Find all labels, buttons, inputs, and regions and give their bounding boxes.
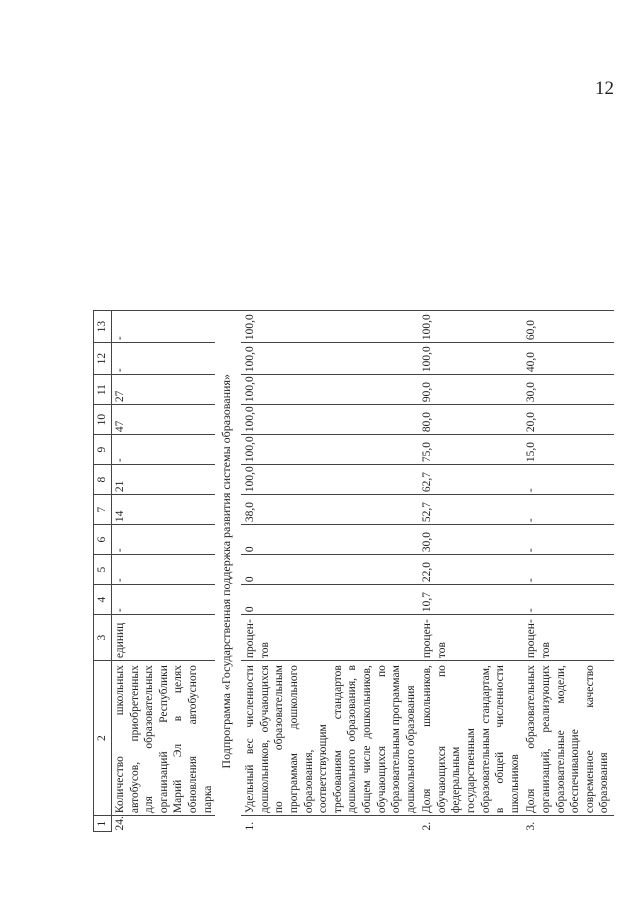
value-cell: -: [112, 435, 216, 465]
value-cell: -: [112, 311, 216, 343]
table-row: [418, 311, 522, 832]
value-cell: -: [522, 465, 614, 495]
value-cell: 0: [241, 525, 418, 555]
indicator-name: Доля школьников, обучающихся по федеральным государственным образовательным стандартам, в общей численности школьников: [418, 661, 522, 816]
row-number: 3.: [525, 821, 538, 831]
value-cell: 100,0: [241, 435, 418, 465]
value-cell: -: [112, 555, 216, 585]
unit: единиц: [112, 615, 216, 661]
value-cell: 100,0: [241, 465, 418, 495]
subprogram-row: [215, 311, 241, 832]
unit: процен-тов: [418, 615, 522, 661]
value-cell: -: [522, 585, 614, 615]
col-header: 9: [94, 435, 112, 465]
value-cell: 40,0: [522, 343, 614, 375]
col-header: 12: [94, 343, 112, 375]
col-header: 11: [94, 375, 112, 405]
col-header: 3: [94, 615, 112, 661]
value-cell: 60,0: [522, 311, 614, 343]
indicator-name: Удельный вес численности дошкольников, обучающихся по образовательным программам дошкольного образования, соответствующим требованиям стандартов дошкольного образования, в общем числе дошкольников, обучающихся по образовательным программам дошкольного образования: [241, 661, 418, 816]
value-cell: 0: [241, 555, 418, 585]
value-cell: 80,0: [418, 405, 522, 435]
value-cell: 30,0: [418, 525, 522, 555]
value-cell: 100,0: [241, 343, 418, 375]
value-cell: -: [112, 525, 216, 555]
value-cell: 14: [112, 495, 216, 525]
value-cell: 20,0: [522, 405, 614, 435]
subprogram-title: Подпрограмма «Государственная поддержка развития системы образования»: [219, 374, 234, 769]
value-cell: -: [112, 343, 216, 375]
col-header: 13: [94, 311, 112, 343]
row-number: 24.: [114, 816, 126, 831]
value-cell: -: [112, 585, 216, 615]
page-number: 12: [595, 78, 614, 99]
value-cell: 0: [241, 585, 418, 615]
value-cell: 100,0: [241, 375, 418, 405]
value-cell: 100,0: [418, 311, 522, 343]
value-cell: -: [522, 495, 614, 525]
value-cell: 90,0: [418, 375, 522, 405]
value-cell: 30,0: [522, 375, 614, 405]
table-row: [241, 311, 418, 832]
unit: процен-тов: [522, 615, 614, 661]
table-row: [522, 311, 614, 832]
value-cell: 52,7: [418, 495, 522, 525]
value-cell: 100,0: [418, 343, 522, 375]
value-cell: 100,0: [241, 311, 418, 343]
indicator-table: [93, 310, 614, 832]
value-cell: -: [522, 525, 614, 555]
indicator-name: Доля образовательных организаций, реализующих образовательные модели, обеспечивающие современное качество образования: [522, 661, 614, 816]
value-cell: 22,0: [418, 555, 522, 585]
row-number: 2.: [421, 821, 434, 831]
column-number-header: [94, 311, 112, 832]
col-header: 6: [94, 525, 112, 555]
value-cell: 15,0: [522, 435, 614, 465]
indicator-name: Количество школьных автобусов, приобретенных для образовательных организаций Республики Марий Эл в целях обновления автобусного парка: [112, 661, 216, 816]
col-header: 5: [94, 555, 112, 585]
value-cell: 47: [112, 405, 216, 435]
col-header: 8: [94, 465, 112, 495]
value-cell: 62,7: [418, 465, 522, 495]
col-header: 1: [94, 816, 112, 832]
value-cell: 27: [112, 375, 216, 405]
value-cell: 100,0: [241, 405, 418, 435]
row-number: 1.: [244, 821, 257, 831]
unit: процен-тов: [241, 615, 418, 661]
col-header: 2: [94, 661, 112, 816]
table-row: [112, 311, 216, 832]
value-cell: 38,0: [241, 495, 418, 525]
value-cell: 10,7: [418, 585, 522, 615]
value-cell: -: [522, 555, 614, 585]
col-header: 10: [94, 405, 112, 435]
value-cell: 21: [112, 465, 216, 495]
col-header: 4: [94, 585, 112, 615]
value-cell: 75,0: [418, 435, 522, 465]
col-header: 7: [94, 495, 112, 525]
